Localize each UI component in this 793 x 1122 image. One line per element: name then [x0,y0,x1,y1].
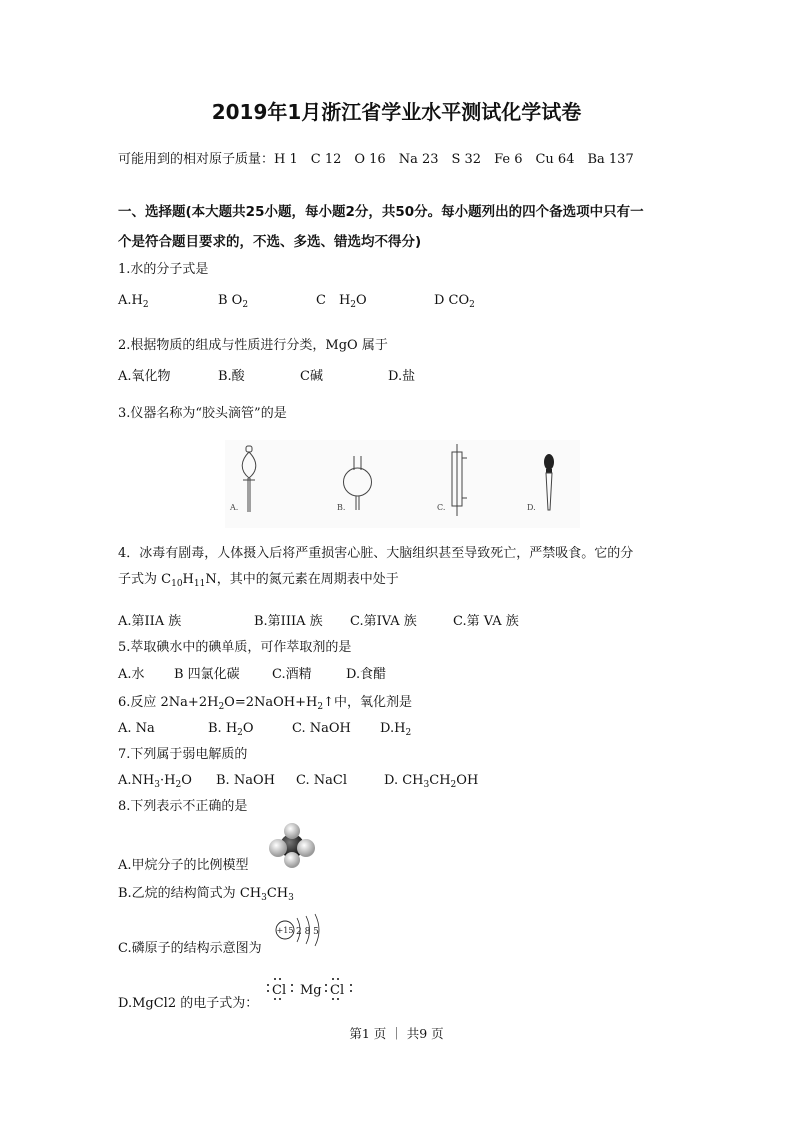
q6-option-d: $D.H_2$ [380,721,412,738]
q5-option-a: A.水 [118,667,145,682]
q7-option-a: $A.NH_3\cdot H_2O$ [118,773,192,790]
q2-option-b: B.酸 [218,369,245,384]
q3-label-b: B. [337,503,346,512]
q8-option-b: B.乙烷的结构简式为 $CH_3CH_3$ [118,886,294,903]
q6-option-b: B. $H_2O$ [208,721,254,738]
q8-option-d: D.MgCl2 的电子式为： [118,996,259,1011]
q8-option-a: A.甲烷分子的比例模型 [118,858,249,873]
q1-option-d: D $CO_2$ [434,293,475,310]
mgcl2-electron-formula [266,974,356,1004]
q5-option-d: D.食醋 [346,667,387,682]
q1-stem: 1.水的分子式是 [118,262,209,277]
q3-label-d: D. [527,503,536,512]
q6-stem: 6.反应 $2Na+2H_2O=2NaOH+H_2↑$中，氧化剂是 [118,695,412,712]
q4-stem-line1: 4．冰毒有剧毒，人体摄入后将严重损害心脏、大脑组织甚至导致死亡，严禁吸食。它的分 [118,546,634,561]
methane-space-filling-model-icon [266,822,318,868]
atomic-masses: 可能用到的相对原子质量：H 1 C 12 O 16 Na 23 S 32 Fe 6 Cu 64 Ba 137 [118,152,634,167]
q7-option-c: C. NaCl [296,773,347,788]
q3-stem: 3.仪器名称为“胶头滴管”的是 [118,406,287,421]
q8-option-c: C.磷原子的结构示意图为 [118,941,262,956]
section1-heading-line2: 个是符合题目要求的，不选、多选、错选均不得分) [118,234,422,250]
section1-heading-line1: 一、选择题(本大题共25小题，每小题2分，共50分。每小题列出的四个备选项中只有一 [118,204,644,220]
q5-option-b: B 四氯化碳 [174,667,240,682]
q7-option-d: D. $CH_3CH_2OH$ [384,773,479,790]
page-title: 2019年1月浙江省学业水平测试化学试卷 [211,100,582,124]
q2-option-d: D.盐 [388,369,416,384]
q8-stem: 8.下列表示不正确的是 [118,799,248,814]
phosphorus-atom-diagram [273,910,329,950]
q1-option-b: B $O_2$ [218,293,249,310]
q1-option-a: $A.H_2$ [118,293,149,310]
q5-option-c: C.酒精 [272,667,312,682]
q4-stem-line2: 子式为 $C_{10}H_{11}N$，其中的氮元素在周期表中处于 [118,572,399,589]
electron-shells: 2 8 5 [296,927,319,937]
q2-option-a: A.氧化物 [118,369,171,384]
q1-option-c: C $H_2O$ [316,293,367,310]
nucleus-charge: +15 [276,926,294,935]
q2-stem: 2.根据物质的组成与性质进行分类，MgO 属于 [118,338,388,353]
q3-label-a: A. [230,503,239,512]
magnesium-ion: Mg [300,983,322,998]
q4-option-b: B.第IIIA 族 [254,614,323,629]
q5-stem: 5.萃取碘水中的碘单质，可作萃取剂的是 [118,640,352,655]
page-footer: 第1 页 ｜ 共9 页 [349,1026,444,1041]
q6-option-c: C. NaOH [292,721,351,736]
q7-option-b: B. NaOH [216,773,275,788]
chlorine-ion-right: Cl [330,983,345,998]
q6-option-a: A. Na [118,721,155,736]
chlorine-ion-left: Cl [272,983,287,998]
q2-option-c: C碱 [300,369,323,384]
q3-apparatus-figure [225,440,580,528]
q4-option-c: C.第IVA 族 [350,614,417,629]
q4-option-a: A.第IIA 族 [118,614,182,629]
q3-label-c: C. [437,503,446,512]
q7-stem: 7.下列属于弱电解质的 [118,747,248,762]
q4-option-d: C.第 VA 族 [453,614,519,629]
